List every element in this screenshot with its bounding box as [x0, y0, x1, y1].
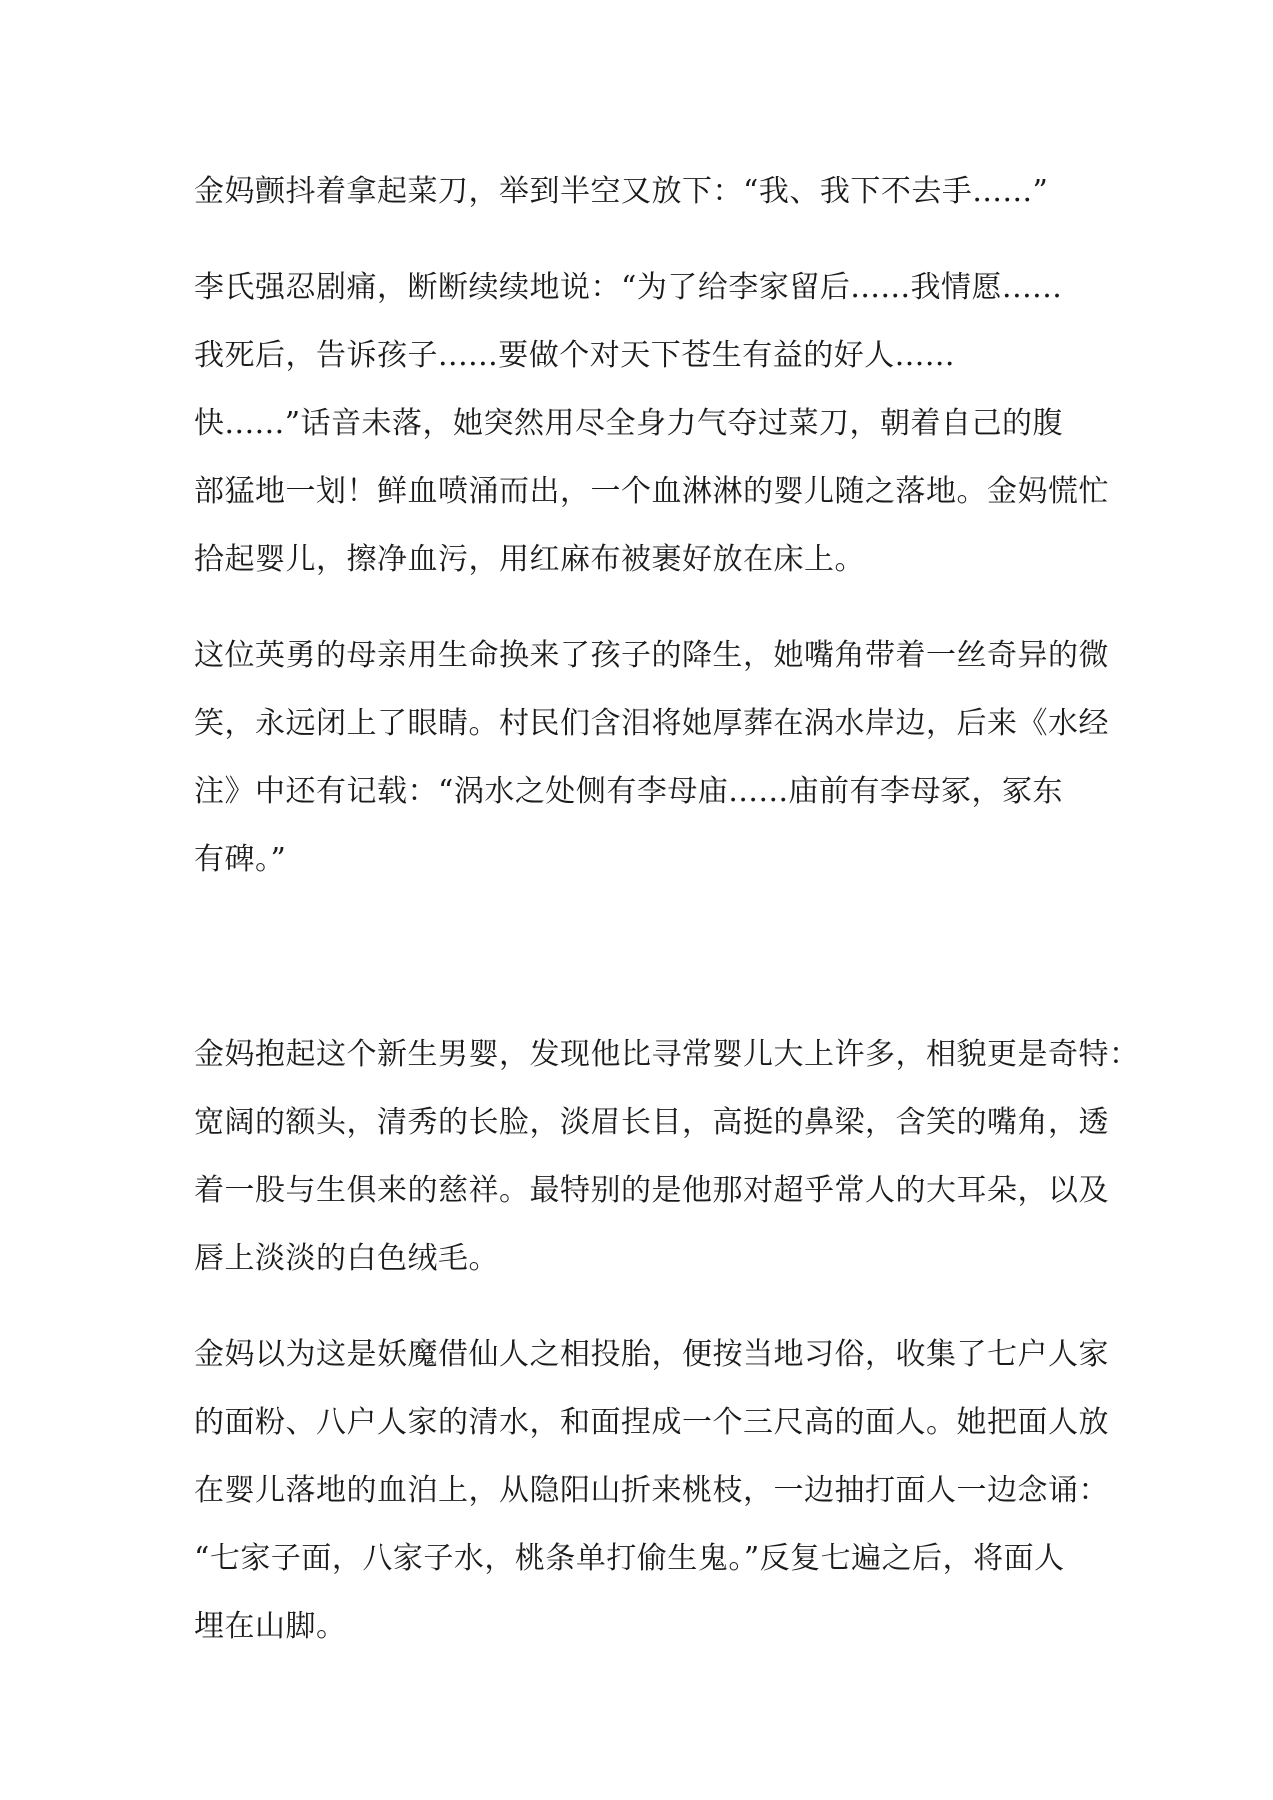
- paragraph-5-line-1: 金妈以为这是妖魔借仙人之相投胎，便按当地习俗，收集了七户人家: [194, 1337, 1109, 1372]
- paragraph-5-line-4: “七家子面，八家子水，桃条单打偷生鬼。”反复七遍之后，将面人: [194, 1541, 1065, 1576]
- paragraph-4-line-2: 宽阔的额头，清秀的长脸，淡眉长目，高挺的鼻梁，含笑的嘴角，透: [194, 1105, 1109, 1140]
- paragraph-5-line-3: 在婴儿落地的血泊上，从隐阳山折来桃枝，一边抽打面人一边念诵：: [194, 1473, 1109, 1508]
- paragraph-2-line-5: 拾起婴儿，擦净血污，用红麻布被裹好放在床上。: [194, 542, 865, 577]
- paragraph-2-line-4: 部猛地一划！鲜血喷涌而出，一个血淋淋的婴儿随之落地。金妈慌忙: [194, 474, 1109, 509]
- paragraph-4-line-1: 金妈抱起这个新生男婴，发现他比寻常婴儿大上许多，相貌更是奇特：: [194, 1037, 1140, 1072]
- paragraph-4-line-3: 着一股与生俱来的慈祥。最特别的是他那对超乎常人的大耳朵，以及: [194, 1173, 1109, 1208]
- paragraph-3-line-1: 这位英勇的母亲用生命换来了孩子的降生，她嘴角带着一丝奇异的微: [194, 638, 1109, 673]
- paragraph-5-line-2: 的面粉、八户人家的清水，和面捏成一个三尺高的面人。她把面人放: [194, 1405, 1109, 1440]
- paragraph-1-line-1: 金妈颤抖着拿起菜刀，举到半空又放下：“我、我下不去手......”: [194, 174, 1049, 209]
- paragraph-2-line-1: 李氏强忍剧痛，断断续续地说：“为了给李家留后......我情愿......: [194, 270, 1063, 305]
- paragraph-3-line-3: 注》中还有记载：“涡水之处侧有李母庙......庙前有李母冢，冢东: [194, 774, 1064, 809]
- paragraph-2-line-3: 快......”话音未落，她突然用尽全身力气夺过菜刀，朝着自己的腹: [194, 406, 1064, 441]
- paragraph-5-line-5: 埋在山脚。: [194, 1609, 347, 1644]
- paragraph-3-line-4: 有碑。”: [194, 842, 287, 877]
- paragraph-4-line-4: 唇上淡淡的白色绒毛。: [194, 1241, 499, 1276]
- paragraph-2-line-2: 我死后，告诉孩子......要做个对天下苍生有益的好人......: [194, 338, 955, 373]
- paragraph-3-line-2: 笑，永远闭上了眼睛。村民们含泪将她厚葬在涡水岸边，后来《水经: [194, 706, 1109, 741]
